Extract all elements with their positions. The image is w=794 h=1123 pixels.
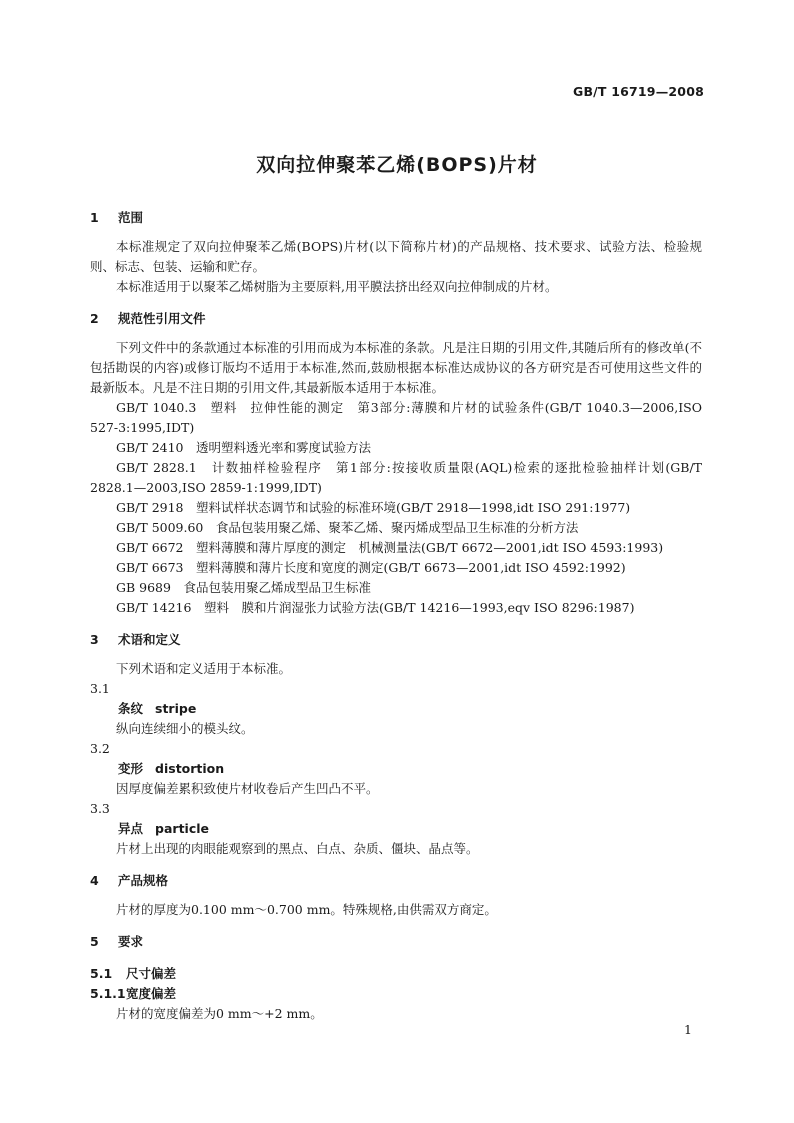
term-number: 3.2 [90,741,110,756]
section-3-heading: 3 术语和定义 [90,632,181,647]
section-5-paragraph: 片材的宽度偏差为0 mm～+2 mm。 [116,1006,323,1021]
term-title: 条纹 stripe [118,701,197,716]
document-body [90,208,702,1024]
section-2-heading: 2 规范性引用文件 [90,311,206,326]
term-number: 3.1 [90,681,110,696]
term-definition: 纵向连续细小的模头纹。 [116,721,254,736]
reference-item: GB/T 2828.1 计数抽样检验程序 第1部分:按接收质量限(AQL)检索的逐批检验抽样计划(GB/T 2828.1—2003,ISO 2859-1:1999,IDT) [90,460,702,495]
section-4-heading: 4 产品规格 [90,873,169,888]
page-number: 1 [684,1022,692,1037]
term-title: 变形 distortion [118,761,225,776]
document-title: 双向拉伸聚苯乙烯(BOPS)片材 [256,154,538,176]
subsection-5-1-heading: 5.1 尺寸偏差 [90,966,177,981]
reference-item: GB/T 1040.3 塑料 拉伸性能的测定 第3部分:薄膜和片材的试验条件(GB/T 1040.3—2006,ISO 527-3:1995,IDT) [90,400,702,435]
section-3-intro: 下列术语和定义适用于本标准。 [116,661,292,676]
section-5-heading: 5 要求 [90,934,144,949]
reference-item: GB/T 6672 塑料薄膜和薄片厚度的测定 机械测量法(GB/T 6672—2001,idt ISO 4593:1993) [116,540,664,555]
reference-item: GB 9689 食品包装用聚乙烯成型品卫生标准 [116,580,371,595]
section-2-intro: 下列文件中的条款通过本标准的引用而成为本标准的条款。凡是注日期的引用文件,其随后所有的修改单(不包括勘误的内容)或修订版均不适用于本标准,然而,鼓励根据本标准达成协议的各方研究是否可使用这些文件的最新版本。凡是不注日期的引用文件,其最新版本适用于本标准。 [90,340,702,395]
term-definition: 片材上出现的肉眼能观察到的黑点、白点、杂质、僵块、晶点等。 [116,841,479,856]
section-1-heading: 1 范围 [90,210,144,225]
standard-code: GB/T 16719—2008 [572,84,704,99]
term-definition: 因厚度偏差累积致使片材收卷后产生凹凸不平。 [116,781,379,796]
term-title: 异点 particle [118,821,209,836]
term-number: 3.3 [90,801,110,816]
reference-item: GB/T 14216 塑料 膜和片润湿张力试验方法(GB/T 14216—1993,eqv ISO 8296:1987) [116,600,635,615]
section-4-paragraph: 片材的厚度为0.100 mm～0.700 mm。特殊规格,由供需双方商定。 [116,902,497,917]
reference-item: GB/T 2410 透明塑料透光率和雾度试验方法 [116,440,372,455]
section-1-paragraph-2: 本标准适用于以聚苯乙烯树脂为主要原料,用平膜法挤出经双向拉伸制成的片材。 [116,279,558,294]
section-1-paragraph-1: 本标准规定了双向拉伸聚苯乙烯(BOPS)片材(以下简称片材)的产品规格、技术要求、试验方法、检验规则、标志、包装、运输和贮存。 [90,239,702,274]
reference-item: GB/T 2918 塑料试样状态调节和试验的标准环境(GB/T 2918—1998,idt ISO 291:1977) [116,500,631,515]
subsection-5-1-1-heading: 5.1.1宽度偏差 [90,986,177,1001]
reference-item: GB/T 5009.60 食品包装用聚乙烯、聚苯乙烯、聚丙烯成型品卫生标准的分析方法 [116,520,579,535]
reference-item: GB/T 6673 塑料薄膜和薄片长度和宽度的测定(GB/T 6673—2001,idt ISO 4592:1992) [116,560,626,575]
